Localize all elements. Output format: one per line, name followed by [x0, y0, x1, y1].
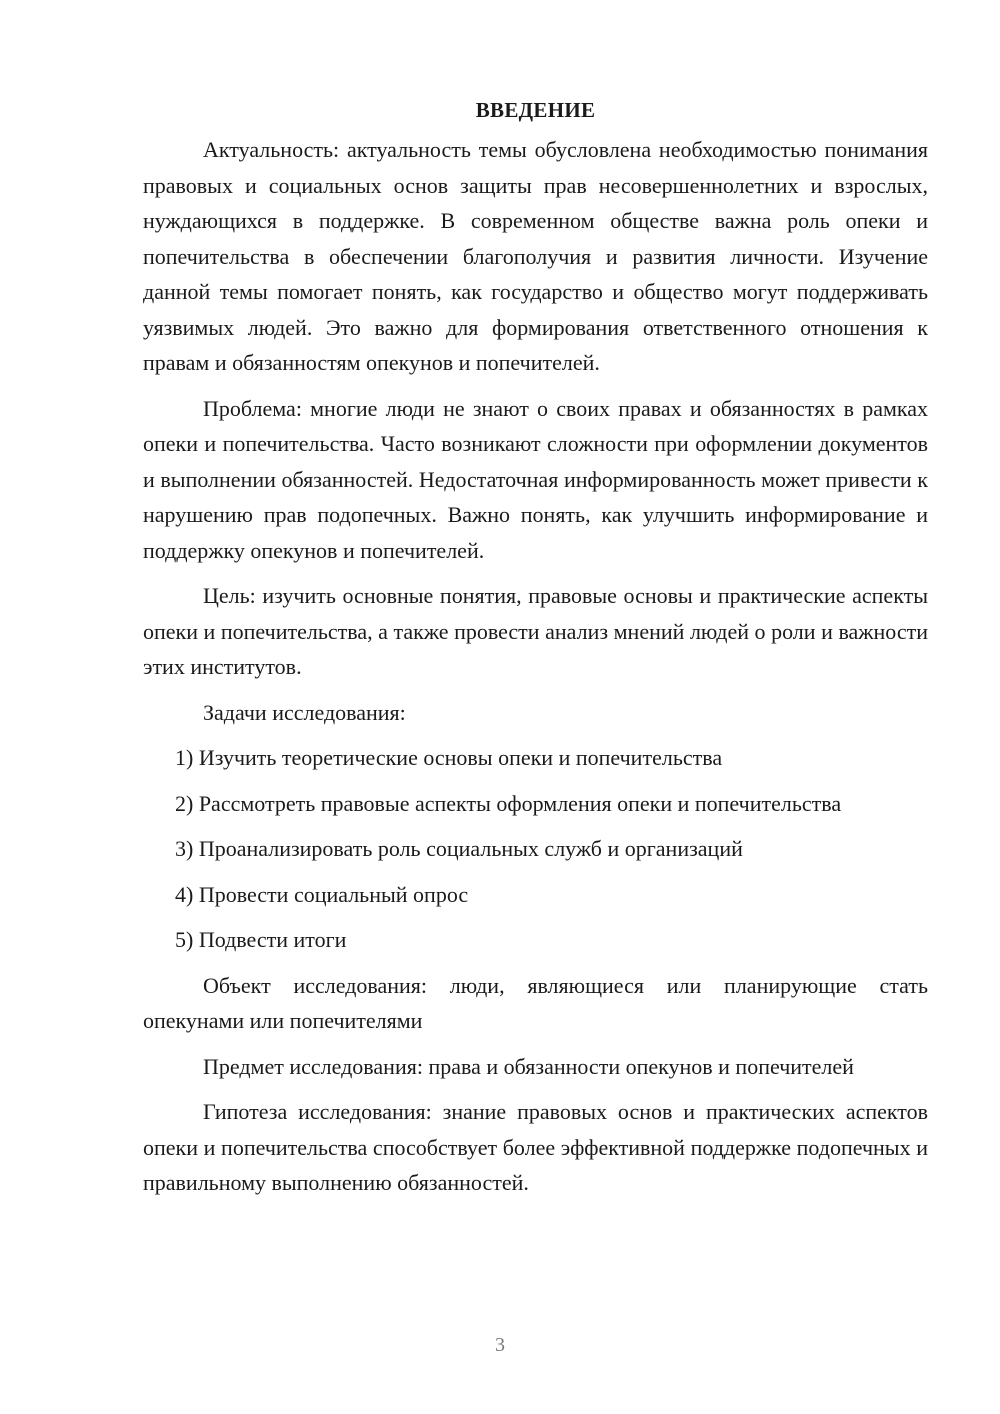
object-paragraph: Объект исследования: люди, являющиеся или планирующие стать опекунами или попечителями	[143, 972, 928, 1033]
problem-paragraph: Проблема: многие люди не знают о своих правах и обязанностях в рамках опеки и попечительства. Часто возникают сложности при оформлении документов и выполнении обязанностей. Недостаточная информированность может привести к нарушению прав подопечных. Важно понять, как улучшить информирование и поддержку опекунов и попечителей.	[143, 395, 928, 563]
list-item: 5) Подвести итоги	[175, 927, 347, 952]
tasks-heading: Задачи исследования:	[203, 699, 406, 725]
relevance-paragraph: Актуальность: актуальность темы обусловлена необходимостью понимания правовых и социальных основ защиты прав несовершеннолетних и взрослых, нуждающихся в поддержке. В современном обществе важна роль опеки и попечительства в обеспечении благополучия и развития личности. Изучение данной темы помогает понять, как государство и общество могут поддерживать уязвимых людей. Это важно для формирования ответственного отношения к правам и обязанностям опекунов и попечителей.	[143, 137, 928, 375]
list-item: 1) Изучить теоретические основы опеки и попечительства	[175, 745, 723, 770]
list-item: 3) Проанализировать роль социальных служб и организаций	[175, 836, 743, 861]
page-title: ВВЕДЕНИЕ	[475, 98, 596, 122]
hypothesis-paragraph: Гипотеза исследования: знание правовых основ и практических аспектов опеки и попечительства способствует более эффективной поддержке подопечных и правильному выполнению обязанностей.	[143, 1099, 928, 1195]
page-number: 3	[495, 1334, 505, 1356]
document-page	[143, 94, 928, 1211]
goal-paragraph: Цель: изучить основные понятия, правовые основы и практические аспекты опеки и попечительства, а также провести анализ мнений людей о роли и важности этих институтов.	[143, 583, 928, 679]
tasks-list	[143, 740, 928, 958]
subject-paragraph: Предмет исследования: права и обязанности опекунов и попечителей	[203, 1053, 854, 1079]
list-item: 2) Рассмотреть правовые аспекты оформления опеки и попечительства	[175, 790, 842, 816]
list-item: 4) Провести социальный опрос	[175, 881, 469, 907]
